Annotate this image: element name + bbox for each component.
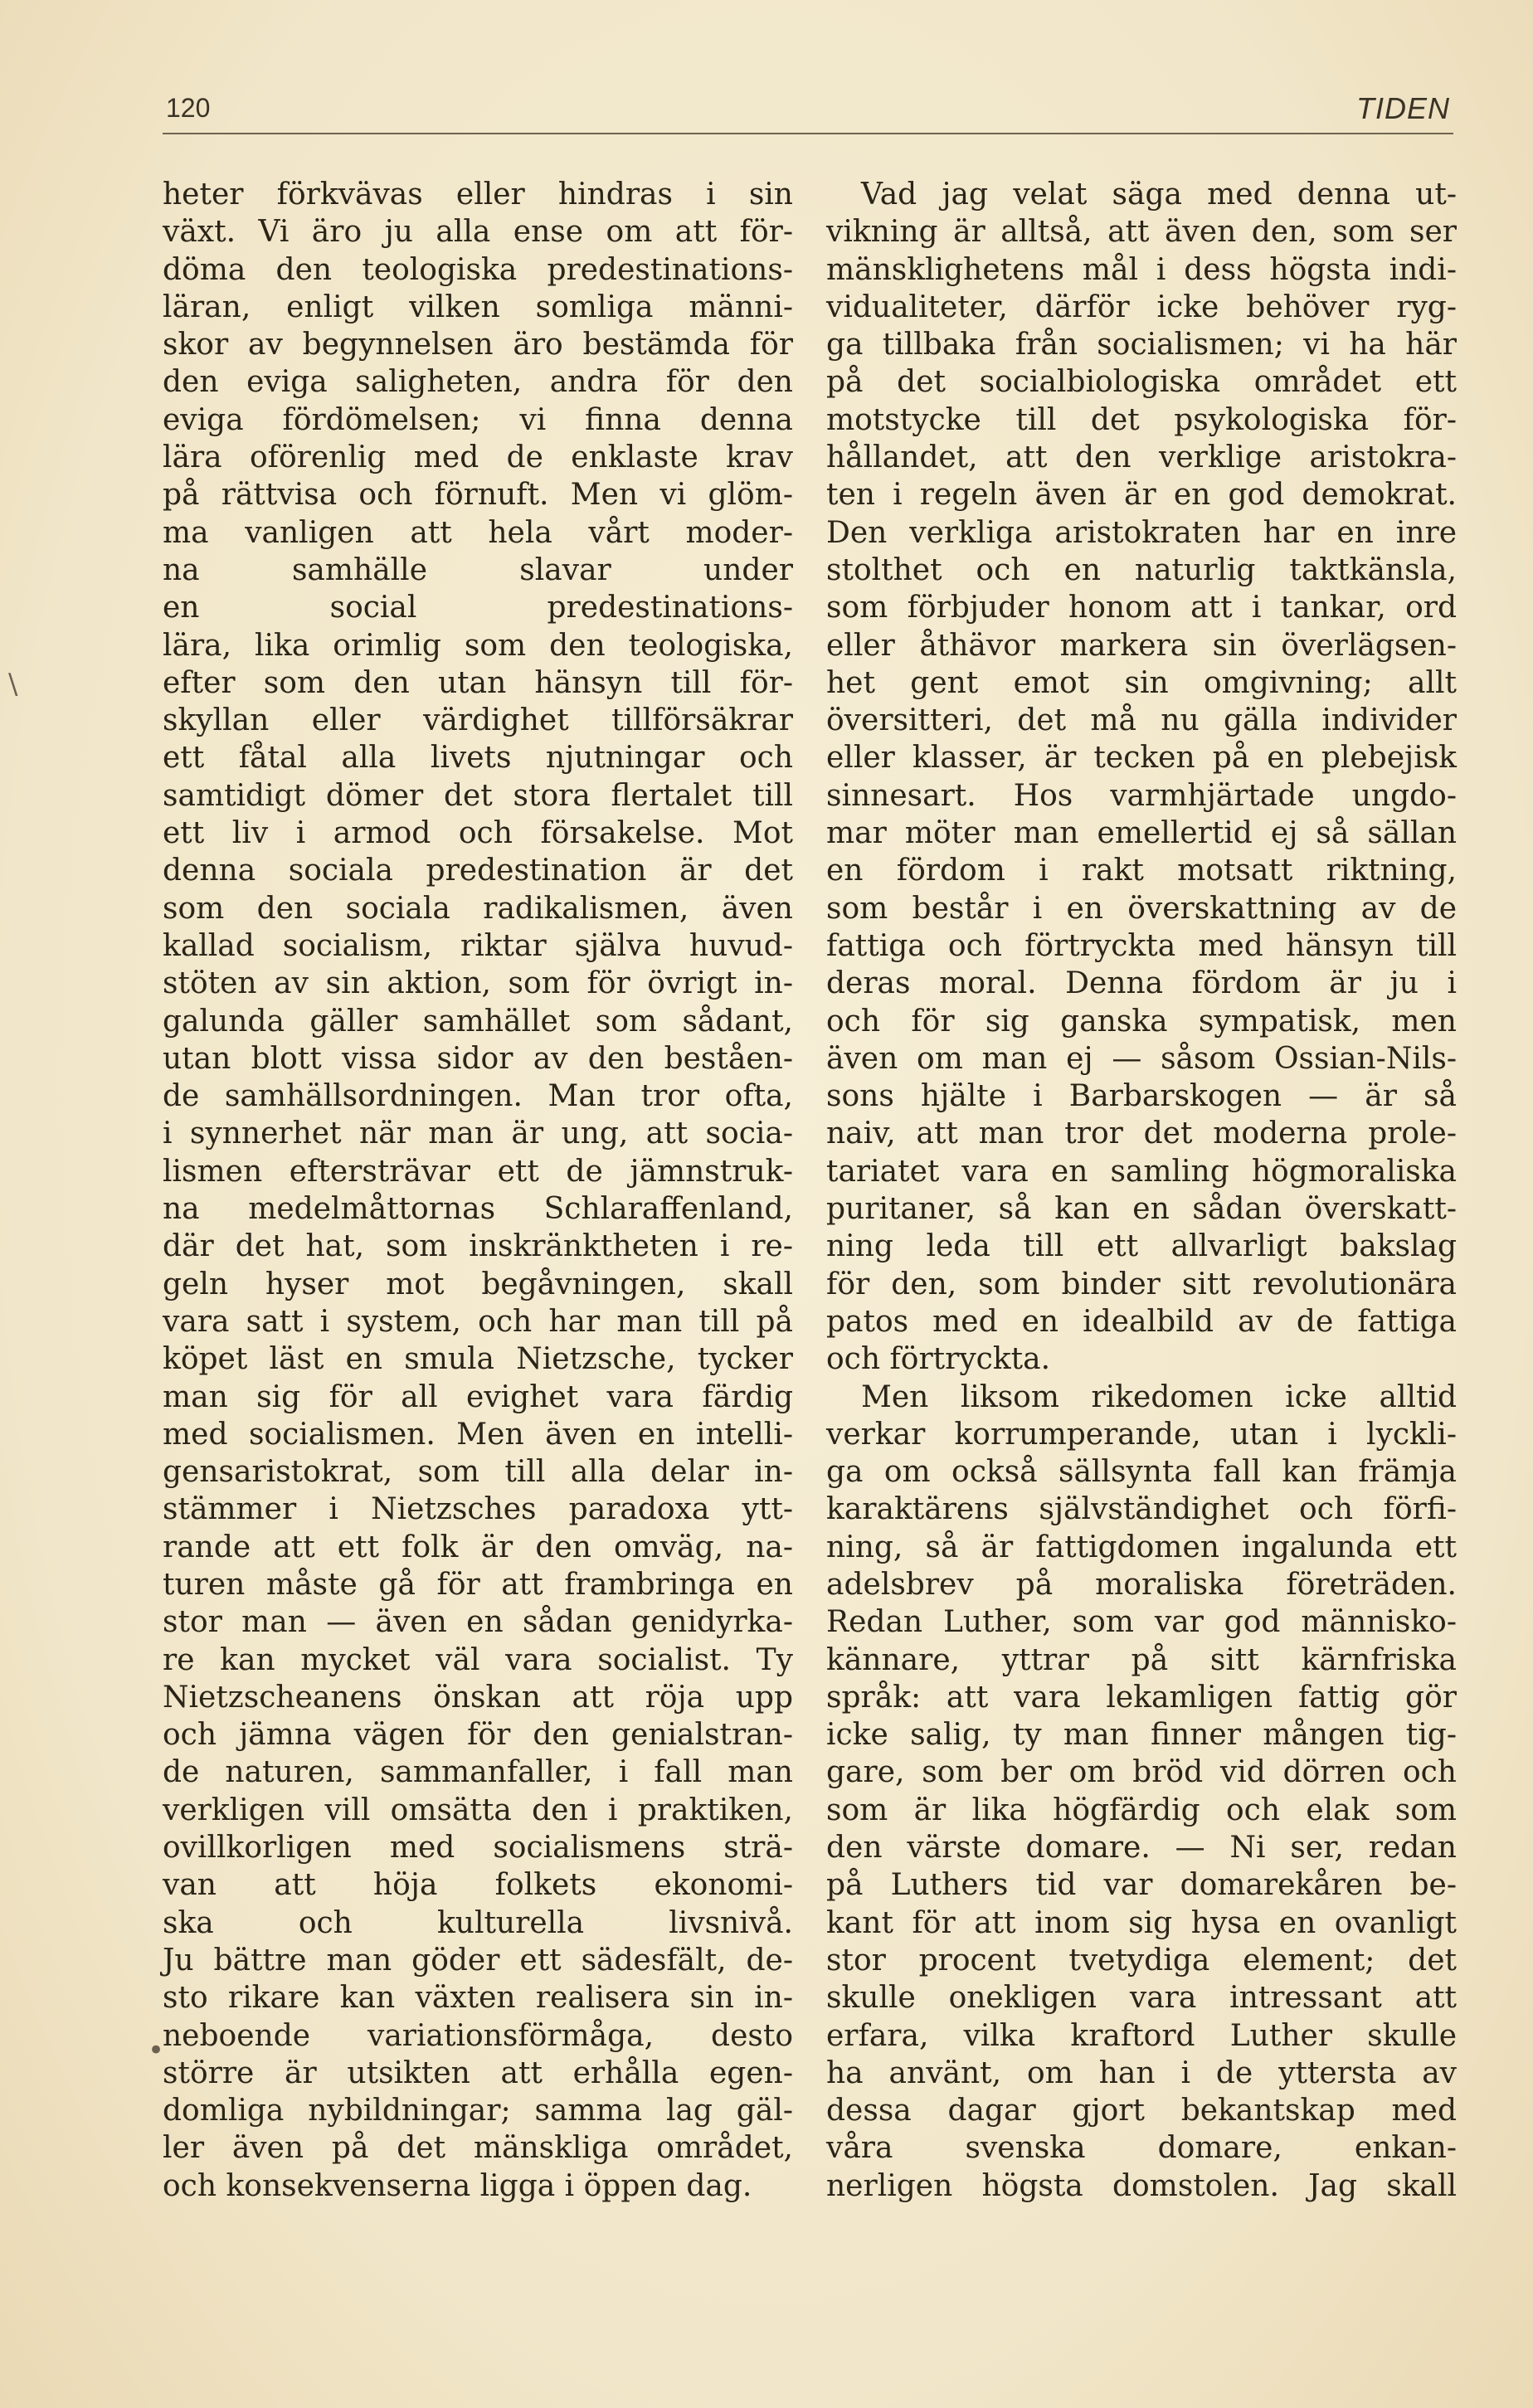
text-line: kallad socialism, riktar själva huvud- [163,928,793,963]
text-line: köpet läst en smula Nietzsche, tycker [163,1342,793,1377]
text-line: växt. Vi äro ju alla ense om att för- [163,215,793,250]
text-line: ga om också sällsynta fall kan främja [826,1455,1457,1490]
text-line: sto rikare kan växten realisera sin in- [163,1981,793,2016]
text-line: neboende variationsförmåga, desto [163,2018,793,2053]
text-line: van att höja folkets ekonomi- [163,1868,793,1903]
text-line: galunda gäller samhället som sådant, [163,1004,793,1039]
text-line: naiv, att man tror det moderna prole- [826,1116,1457,1151]
text-line: denna sociala predestination är det [163,854,793,888]
text-line: eller åthävor markera sin överlägsen- [826,628,1457,663]
text-line: översitteri, det må nu gälla individer [826,703,1457,738]
text-line: lära oförenlig med de enklaste krav [163,440,793,475]
text-line: döma den teologiska predestinations- [163,252,793,287]
page-header [163,90,1453,131]
text-line: icke salig, ty man finner mången tig- [826,1718,1457,1753]
text-line: även om man ej — såsom Ossian-Nils- [826,1041,1457,1076]
text-line: ning, så är fattigdomen ingalunda ett [826,1530,1457,1564]
text-line: gare, som ber om bröd vid dörren och [826,1755,1457,1790]
text-line: större är utsikten att erhålla egen- [163,2055,793,2090]
text-line: i synnerhet när man är ung, att socia- [163,1116,793,1151]
text-line: puritaner, så kan en sådan överskatt- [826,1192,1457,1227]
text-line: stor man — även en sådan genidyrka- [163,1605,793,1640]
text-line: geln hyser mot begåvningen, skall [163,1267,793,1301]
text-line: Vad jag velat säga med denna ut- [861,178,1457,212]
left-text-column [163,176,793,2205]
text-line: och jämna vägen för den genialstran- [163,1718,793,1753]
text-line: och förtryckta. [826,1342,1051,1377]
text-line: ma vanligen att hela vårt moder- [163,515,793,550]
text-line: med socialismen. Men även en intelli- [163,1417,793,1452]
text-line: Den verkliga aristokraten har en inre [826,515,1457,550]
text-line: sinnesart. Hos varmhjärtade ungdo- [826,778,1457,813]
right-text-column [826,176,1457,2205]
text-line: de naturen, sammanfaller, i fall man [163,1755,793,1790]
text-line: mar möter man emellertid ej så sällan [826,816,1457,851]
text-line: för den, som binder sitt revolutionära [826,1267,1457,1301]
text-line: läran, enligt vilken somliga männi- [163,289,793,324]
text-line: som består i en överskattning av de [826,891,1457,926]
text-line: dessa dagar gjort bekantskap med [826,2094,1457,2128]
text-line: en fördom i rakt motsatt riktning, [826,854,1457,888]
text-line: ga tillbaka från socialismen; vi ha här [826,328,1457,362]
text-line: het gent emot sin omgivning; allt [826,665,1457,700]
text-line: vara satt i system, och har man till på [163,1304,793,1339]
text-line: patos med en idealbild av de fattiga [826,1304,1457,1339]
text-line: sons hjälte i Barbarskogen — är så [826,1079,1457,1114]
text-line: våra svenska domare, enkan- [826,2131,1457,2166]
text-line: ska och kulturella livsnivå. [163,1905,793,1940]
text-line: på det socialbiologiska området ett [826,365,1457,400]
text-line: deras moral. Denna fördom är ju i [826,966,1457,1001]
text-line: utan blott vissa sidor av den beståen- [163,1041,793,1076]
text-line: ten i regeln även är en god demokrat. [826,478,1457,513]
text-line: samtidigt dömer det stora flertalet till [163,778,793,813]
text-line: ning leda till ett allvarligt bakslag [826,1229,1457,1264]
text-line: erfara, vilka kraftord Luther skulle [826,2018,1457,2053]
text-line: på Luthers tid var domarekåren be- [826,1868,1457,1903]
text-line: som är lika högfärdig och elak som [826,1793,1457,1827]
text-line: de samhällsordningen. Man tror ofta, [163,1079,793,1114]
text-line: stolthet och en naturlig taktkänsla, [826,552,1457,587]
margin-mark: • [148,2034,165,2067]
text-line: verkligen vill omsätta den i praktiken, [163,1793,793,1827]
text-line: en social predestinations- [163,591,793,625]
text-line: lära, lika orimlig som den teologiska, [163,628,793,663]
text-line: na samhälle slavar under [163,552,793,587]
text-line: Men liksom rikedomen icke alltid [861,1379,1457,1414]
text-line: den värste domare. — Ni ser, redan [826,1831,1457,1866]
text-line: eller klasser, är tecken på en plebejisk [826,741,1457,776]
text-line: mänsklighetens mål i dess högsta indi- [826,252,1457,287]
text-line: som den sociala radikalismen, även [163,891,793,926]
text-line: motstycke till det psykologiska för- [826,402,1457,437]
text-line: skulle onekligen vara intressant att [826,1981,1457,2016]
text-line: vidualiteter, därför icke behöver ryg- [826,289,1457,324]
header-divider [163,133,1453,134]
text-line: skor av begynnelsen äro bestämda för [163,328,793,362]
text-line: kant för att inom sig hysa en ovanligt [826,1905,1457,1940]
text-line: där det hat, som inskränktheten i re- [163,1229,793,1264]
text-line: re kan mycket väl vara socialist. Ty [163,1642,793,1677]
page-number: 120 [166,93,211,123]
text-line: na medelmåttornas Schlaraffenland, [163,1192,793,1227]
text-line: Redan Luther, som var god människo- [826,1605,1457,1640]
text-line: på rättvisa och förnuft. Men vi glöm- [163,478,793,513]
text-line: vikning är alltså, att även den, som ser [826,215,1457,250]
text-line: lismen eftersträvar ett de jämnstruk- [163,1154,793,1189]
text-line: gensaristokrat, som till alla delar in- [163,1455,793,1490]
text-line: verkar korrumperande, utan i lyckli- [826,1417,1457,1452]
text-line: ett fåtal alla livets njutningar och [163,741,793,776]
text-line: språk: att vara lekamligen fattig gör [826,1680,1457,1715]
text-line: kännare, yttrar på sitt kärnfriska [826,1642,1457,1677]
text-line: domliga nybildningar; samma lag gäl- [163,2094,793,2128]
text-line: stämmer i Nietzsches paradoxa ytt- [163,1492,793,1527]
text-line: fattiga och förtryckta med hänsyn till [826,928,1457,963]
text-line: som förbjuder honom att i tankar, ord [826,591,1457,625]
margin-mark: \ [8,668,18,701]
text-line: adelsbrev på moraliska företräden. [826,1567,1457,1602]
text-line: heter förkvävas eller hindras i sin [163,178,793,212]
text-line: den eviga saligheten, andra för den [163,365,793,400]
text-line: tariatet vara en samling högmoraliska [826,1154,1457,1189]
text-line: och för sig ganska sympatisk, men [826,1004,1457,1039]
text-line: och konsekvenserna ligga i öppen dag. [163,2168,752,2203]
text-line: rande att ett folk är den omväg, na- [163,1530,793,1564]
text-line: efter som den utan hänsyn till för- [163,665,793,700]
text-line: skyllan eller värdighet tillförsäkrar [163,703,793,738]
journal-title: TIDEN [1356,91,1450,125]
text-line: turen måste gå för att frambringa en [163,1567,793,1602]
text-line: Nietzscheanens önskan att röja upp [163,1680,793,1715]
text-line: nerligen högsta domstolen. Jag skall [826,2168,1457,2203]
text-line: eviga fördömelsen; vi finna denna [163,402,793,437]
text-line: ett liv i armod och försakelse. Mot [163,816,793,851]
text-line: stöten av sin aktion, som för övrigt in- [163,966,793,1001]
text-line: man sig för all evighet vara färdig [163,1379,793,1414]
text-line: hållandet, att den verklige aristokra- [826,440,1457,475]
text-line: ovillkorligen med socialismens strä- [163,1831,793,1866]
text-line: karaktärens självständighet och förfi- [826,1492,1457,1527]
text-line: ha använt, om han i de yttersta av [826,2055,1457,2090]
text-line: Ju bättre man göder ett sädesfält, de- [163,1943,793,1977]
text-line: ler även på det mänskliga området, [163,2131,793,2166]
text-line: stor procent tvetydiga element; det [826,1943,1457,1977]
